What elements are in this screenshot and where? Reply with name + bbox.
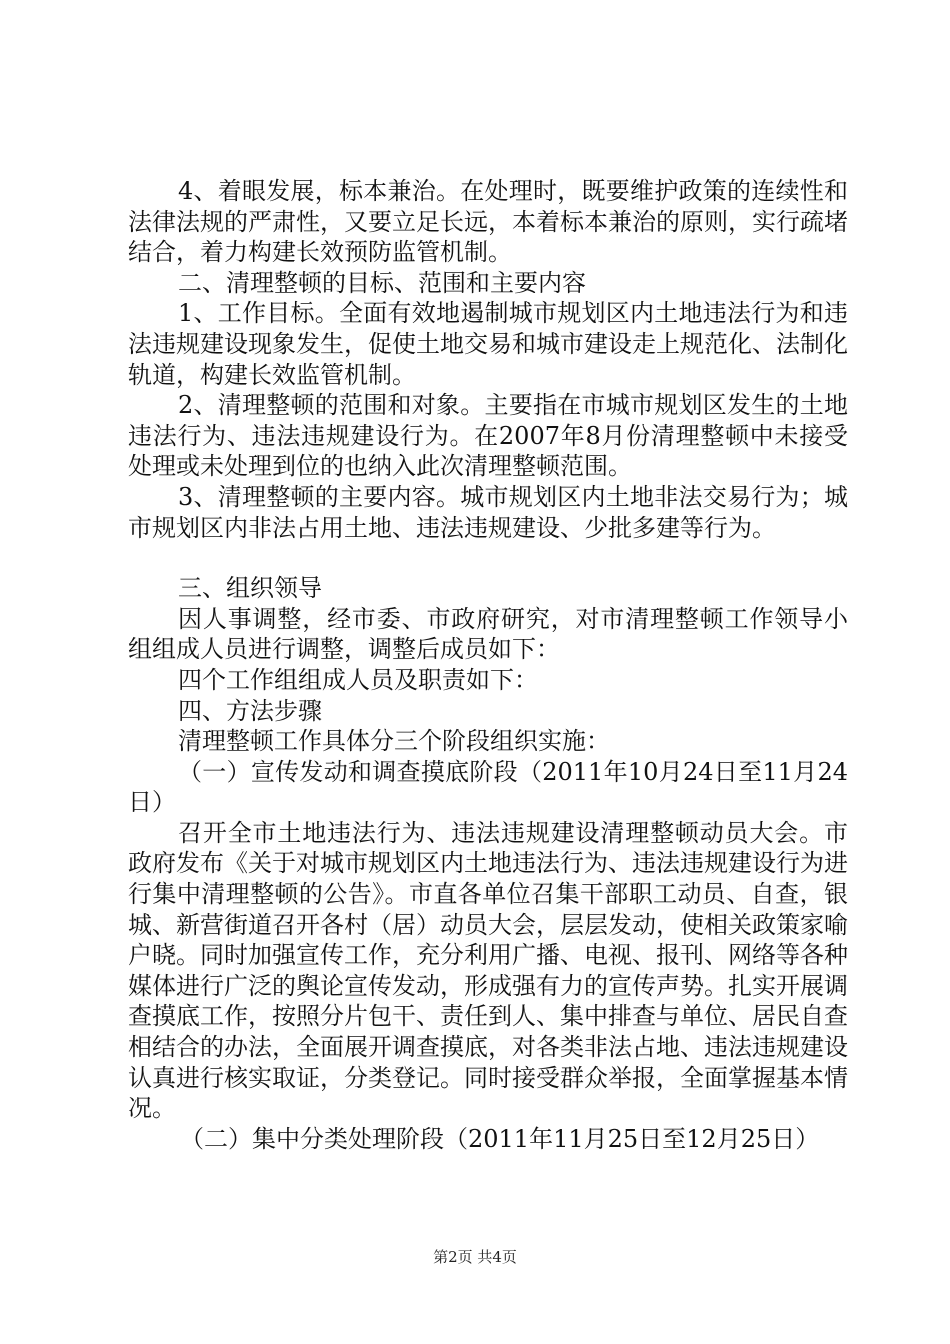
heading-stage-2: （二）集中分类处理阶段（2011年11月25日至12月25日） (180, 1124, 820, 1153)
paragraph-gap (128, 543, 848, 573)
heading-section-2: 二、清理整顿的目标、范围和主要内容 (178, 268, 586, 297)
paragraph-work-groups: 四个工作组组成人员及职责如下： (178, 665, 538, 694)
heading-stage-1: （一）宣传发动和调查摸底阶段（2011年10月24日至11月24日） (128, 757, 848, 817)
paragraph-three-stages: 清理整顿工作具体分三个阶段组织实施： (178, 727, 610, 756)
heading-section-3: 三、组织领导 (178, 574, 322, 603)
page-number-footer: 第2页 共4页 (433, 1248, 517, 1266)
paragraph-main-content: 3、清理整顿的主要内容。城市规划区内土地非法交易行为；城市规划区内非法占用土地、违法违规建设、少批多建等行为。 (128, 482, 848, 542)
paragraph-scope: 2、清理整顿的范围和对象。主要指在市城市规划区发生的土地违法行为、违法违规建设行为。在2007年8月份清理整顿中未接受处理或未处理到位的也纳入此次清理整顿范围。 (128, 391, 848, 481)
paragraph-stage-1-detail: 召开全市土地违法行为、违法违规建设清理整顿动员大会。市政府发布《关于对城市规划区内土地违法行为、违法违规建设行为进行集中清理整顿的公告》。市直各单位召集干部职工动员、自查，银城、新营街道召开各村（居）动员大会，层层发动，使相关政策家喻户晓。同时加强宣传工作，充分利用广播、电视、报刊、网络等各种媒体进行广泛的舆论宣传发动，形成强有力的宣传声势。扎实开展调查摸底工作，按照分片包干、责任到人、集中排查与单位、居民自查相结合的办法，全面展开调查摸底，对各类非法占地、违法违规建设认真进行核实取证，分类登记。同时接受群众举报，全面掌握基本情况。 (128, 818, 848, 1123)
document-body (128, 176, 848, 1154)
heading-section-4: 四、方法步骤 (178, 696, 322, 725)
paragraph-personnel: 因人事调整，经市委、市政府研究，对市清理整顿工作领导小组组成人员进行调整，调整后成员如下： (128, 604, 848, 664)
paragraph-work-goal: 1、工作目标。全面有效地遏制城市规划区内土地违法行为和违法违规建设现象发生，促使土地交易和城市建设走上规范化、法制化轨道，构建长效监管机制。 (128, 299, 848, 389)
paragraph-principle-4: 4、着眼发展，标本兼治。在处理时，既要维护政策的连续性和法律法规的严肃性，又要立足长远，本着标本兼治的原则，实行疏堵结合，着力构建长效预防监管机制。 (128, 177, 848, 267)
